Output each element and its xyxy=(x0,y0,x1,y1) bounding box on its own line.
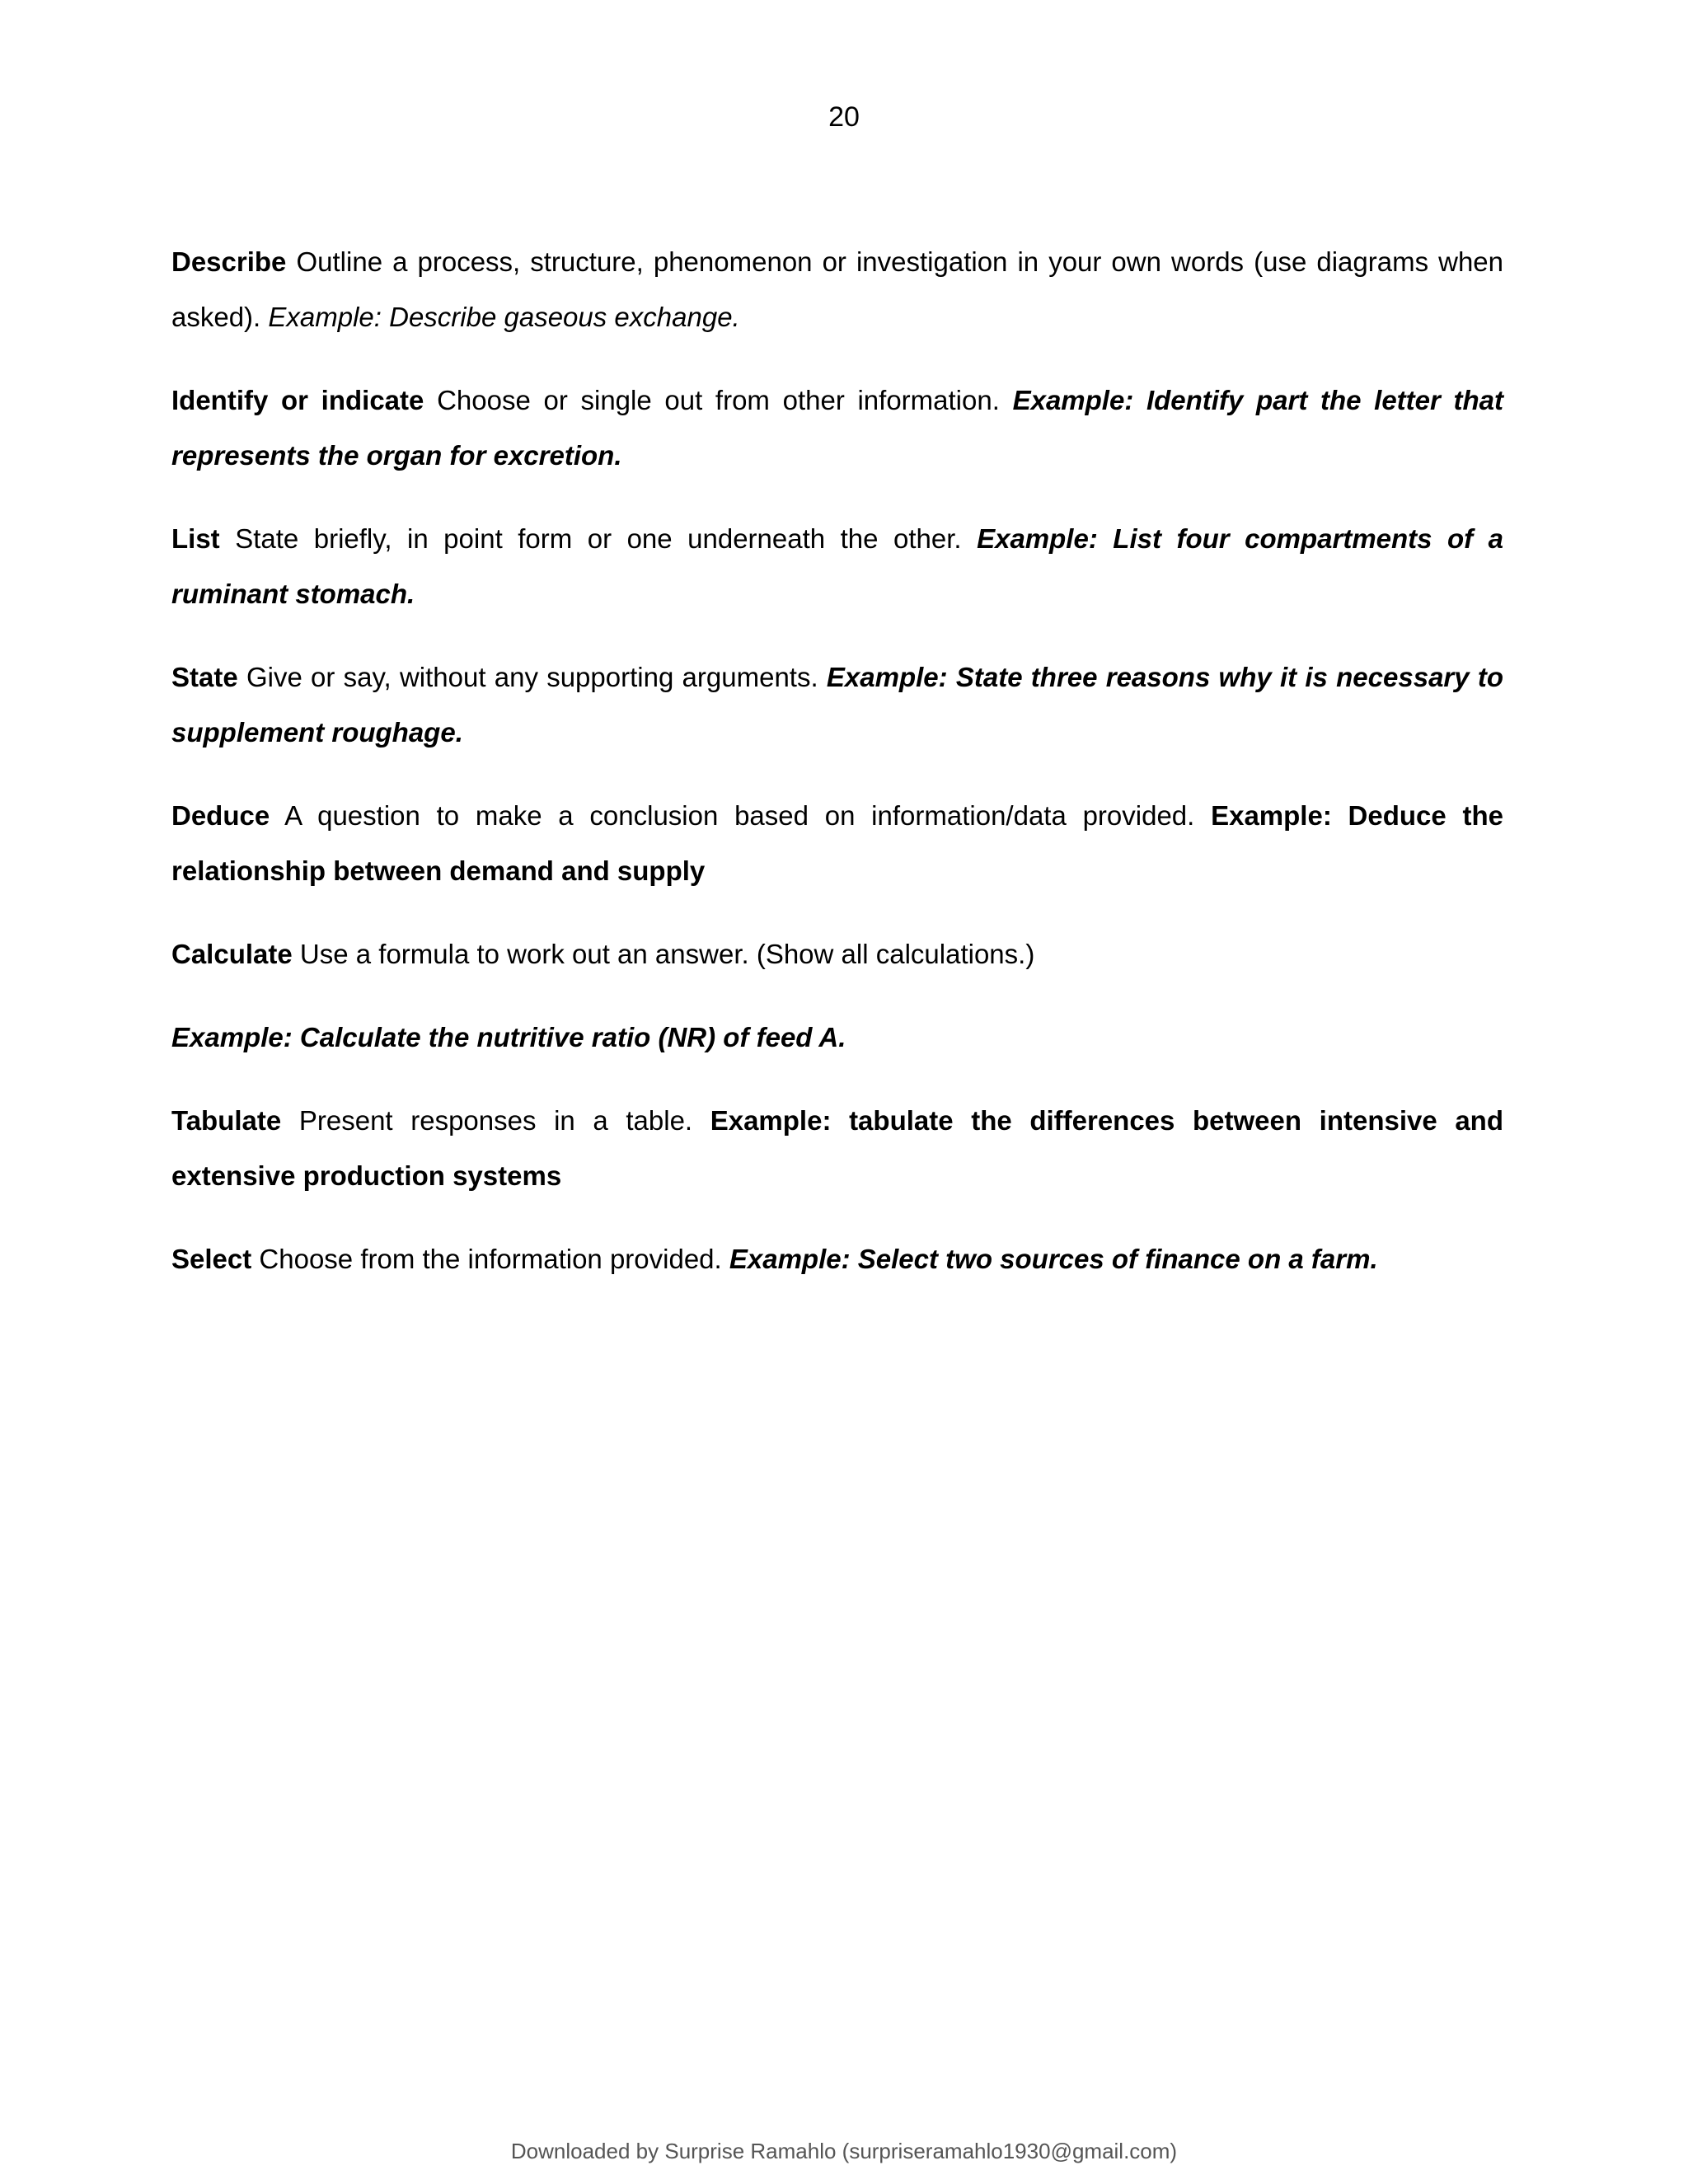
term-definition: Choose or single out from other information. xyxy=(437,385,1000,415)
term-label: Deduce xyxy=(171,800,270,831)
page-number: 20 xyxy=(828,101,860,133)
term-entry-deduce xyxy=(171,788,1503,898)
term-example: Example: Deduce the relationship between demand and supply xyxy=(171,800,1504,886)
term-label: Tabulate xyxy=(171,1105,282,1136)
term-example: Example: Identify part the letter that represents the organ for excretion. xyxy=(171,385,1504,471)
term-definition: A question to make a conclusion based on information/data provided. xyxy=(284,800,1195,831)
download-footer: Downloaded by Surprise Ramahlo (surpriseramahlo1930@gmail.com) xyxy=(510,2139,1178,2163)
term-entry-tabulate xyxy=(171,1093,1503,1203)
term-entry-list xyxy=(171,511,1503,621)
term-entry-calculate-example xyxy=(171,1010,1503,1065)
term-label: Describe xyxy=(171,246,287,277)
term-definition: Use a formula to work out an answer. (Show all calculations.) xyxy=(299,939,1035,969)
term-example: Example: Select two sources of finance on a farm. xyxy=(729,1244,1378,1274)
term-example: Example: List four compartments of a ruminant stomach. xyxy=(171,523,1504,609)
term-example: Example: Calculate the nutritive ratio (NR) of feed A. xyxy=(171,1022,846,1052)
term-entry-describe xyxy=(171,234,1503,344)
term-label: Select xyxy=(171,1244,252,1274)
term-example: Example: Describe gaseous exchange. xyxy=(268,302,740,332)
term-entry-identify xyxy=(171,373,1503,483)
term-definition: Give or say, without any supporting arguments. xyxy=(246,662,818,692)
term-label: State xyxy=(171,662,238,692)
terms-list xyxy=(171,234,1503,1315)
term-example: Example: tabulate the differences between intensive and extensive production systems xyxy=(171,1105,1503,1191)
term-label: List xyxy=(171,523,220,554)
term-definition: Outline a process, structure, phenomenon or investigation in your own words (use diagrams when asked). xyxy=(171,246,1504,332)
term-label: Calculate xyxy=(171,939,293,969)
term-label: Identify or indicate xyxy=(171,385,424,415)
term-entry-calculate xyxy=(171,926,1503,982)
term-entry-state xyxy=(171,649,1503,760)
term-entry-select xyxy=(171,1231,1503,1286)
term-definition: Present responses in a table. xyxy=(298,1105,693,1136)
term-definition: State briefly, in point form or one underneath the other. xyxy=(235,523,962,554)
term-example: Example: State three reasons why it is necessary to supplement roughage. xyxy=(171,662,1504,748)
term-definition: Choose from the information provided. xyxy=(259,1244,722,1274)
